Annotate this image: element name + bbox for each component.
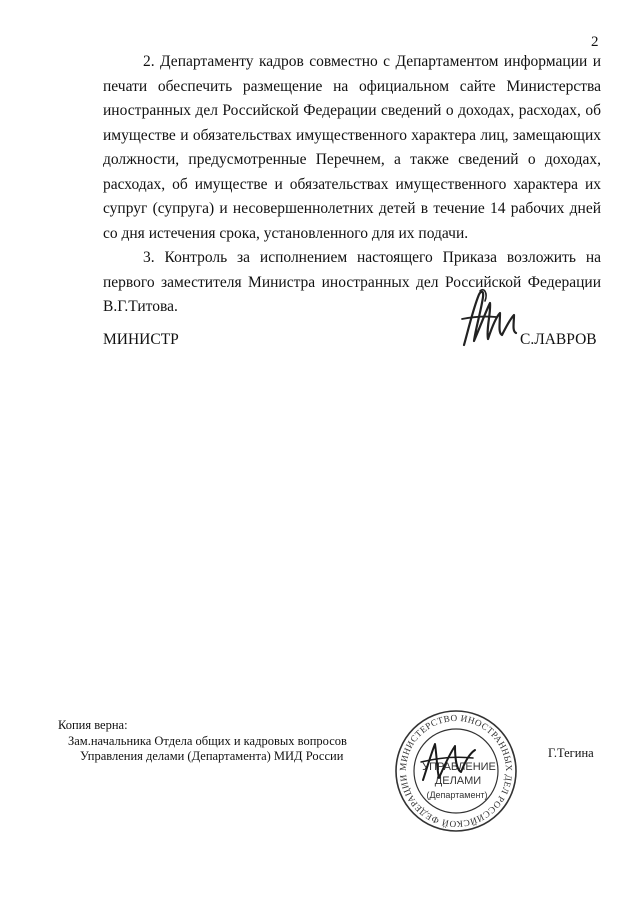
document-body	[103, 50, 601, 320]
page-number: 2	[591, 34, 599, 50]
certifier-name: Г.Тегина	[548, 746, 594, 760]
stamp-line-2: ДЕЛАМИ	[434, 775, 482, 787]
stamp-ring-text: МИНИСТЕРСТВО ИНОСТРАННЫХ ДЕЛ РОССИЙСКОЙ ФЕДЕРАЦИИ	[397, 712, 515, 830]
copy-certification	[58, 718, 347, 765]
minister-signature	[458, 283, 522, 353]
certifier-position-line-1: Зам.начальника Отдела общих и кадровых вопросов	[68, 733, 347, 748]
copy-heading: Копия верна:	[58, 718, 128, 732]
stamp-line-1: УПРАВЛЕНИЕ	[422, 761, 496, 773]
paragraph-2: 2. Департаменту кадров совместно с Департаментом информации и печати обеспечить размещение на официальном сайте Министерства иностранных дел Российской Федерации сведений о доходах, расходах, об имуществе и обязательствах имущественного характера лиц, замещающих должности, предусмотренные Перечнем, а также сведений о доходах, расходах, об имуществе и обязательствах имущественного характера их супруг (супруга) и несовершеннолетних детей в течение 14 рабочих дней со дня истечения срока, установленного для их подачи.	[103, 53, 601, 242]
minister-title: МИНИСТР	[103, 331, 179, 348]
stamp-line-3: (Департамент)	[426, 790, 488, 800]
paragraph-3: 3. Контроль за исполнением настоящего Приказа возложить на первого заместителя Министра иностранных дел Российской Федерации В.Г.Титова.	[103, 249, 601, 315]
certifier-position-line-2: Управления делами (Департамента) МИД России	[80, 749, 344, 763]
minister-name: С.ЛАВРОВ	[520, 331, 597, 348]
official-stamp	[393, 708, 519, 834]
